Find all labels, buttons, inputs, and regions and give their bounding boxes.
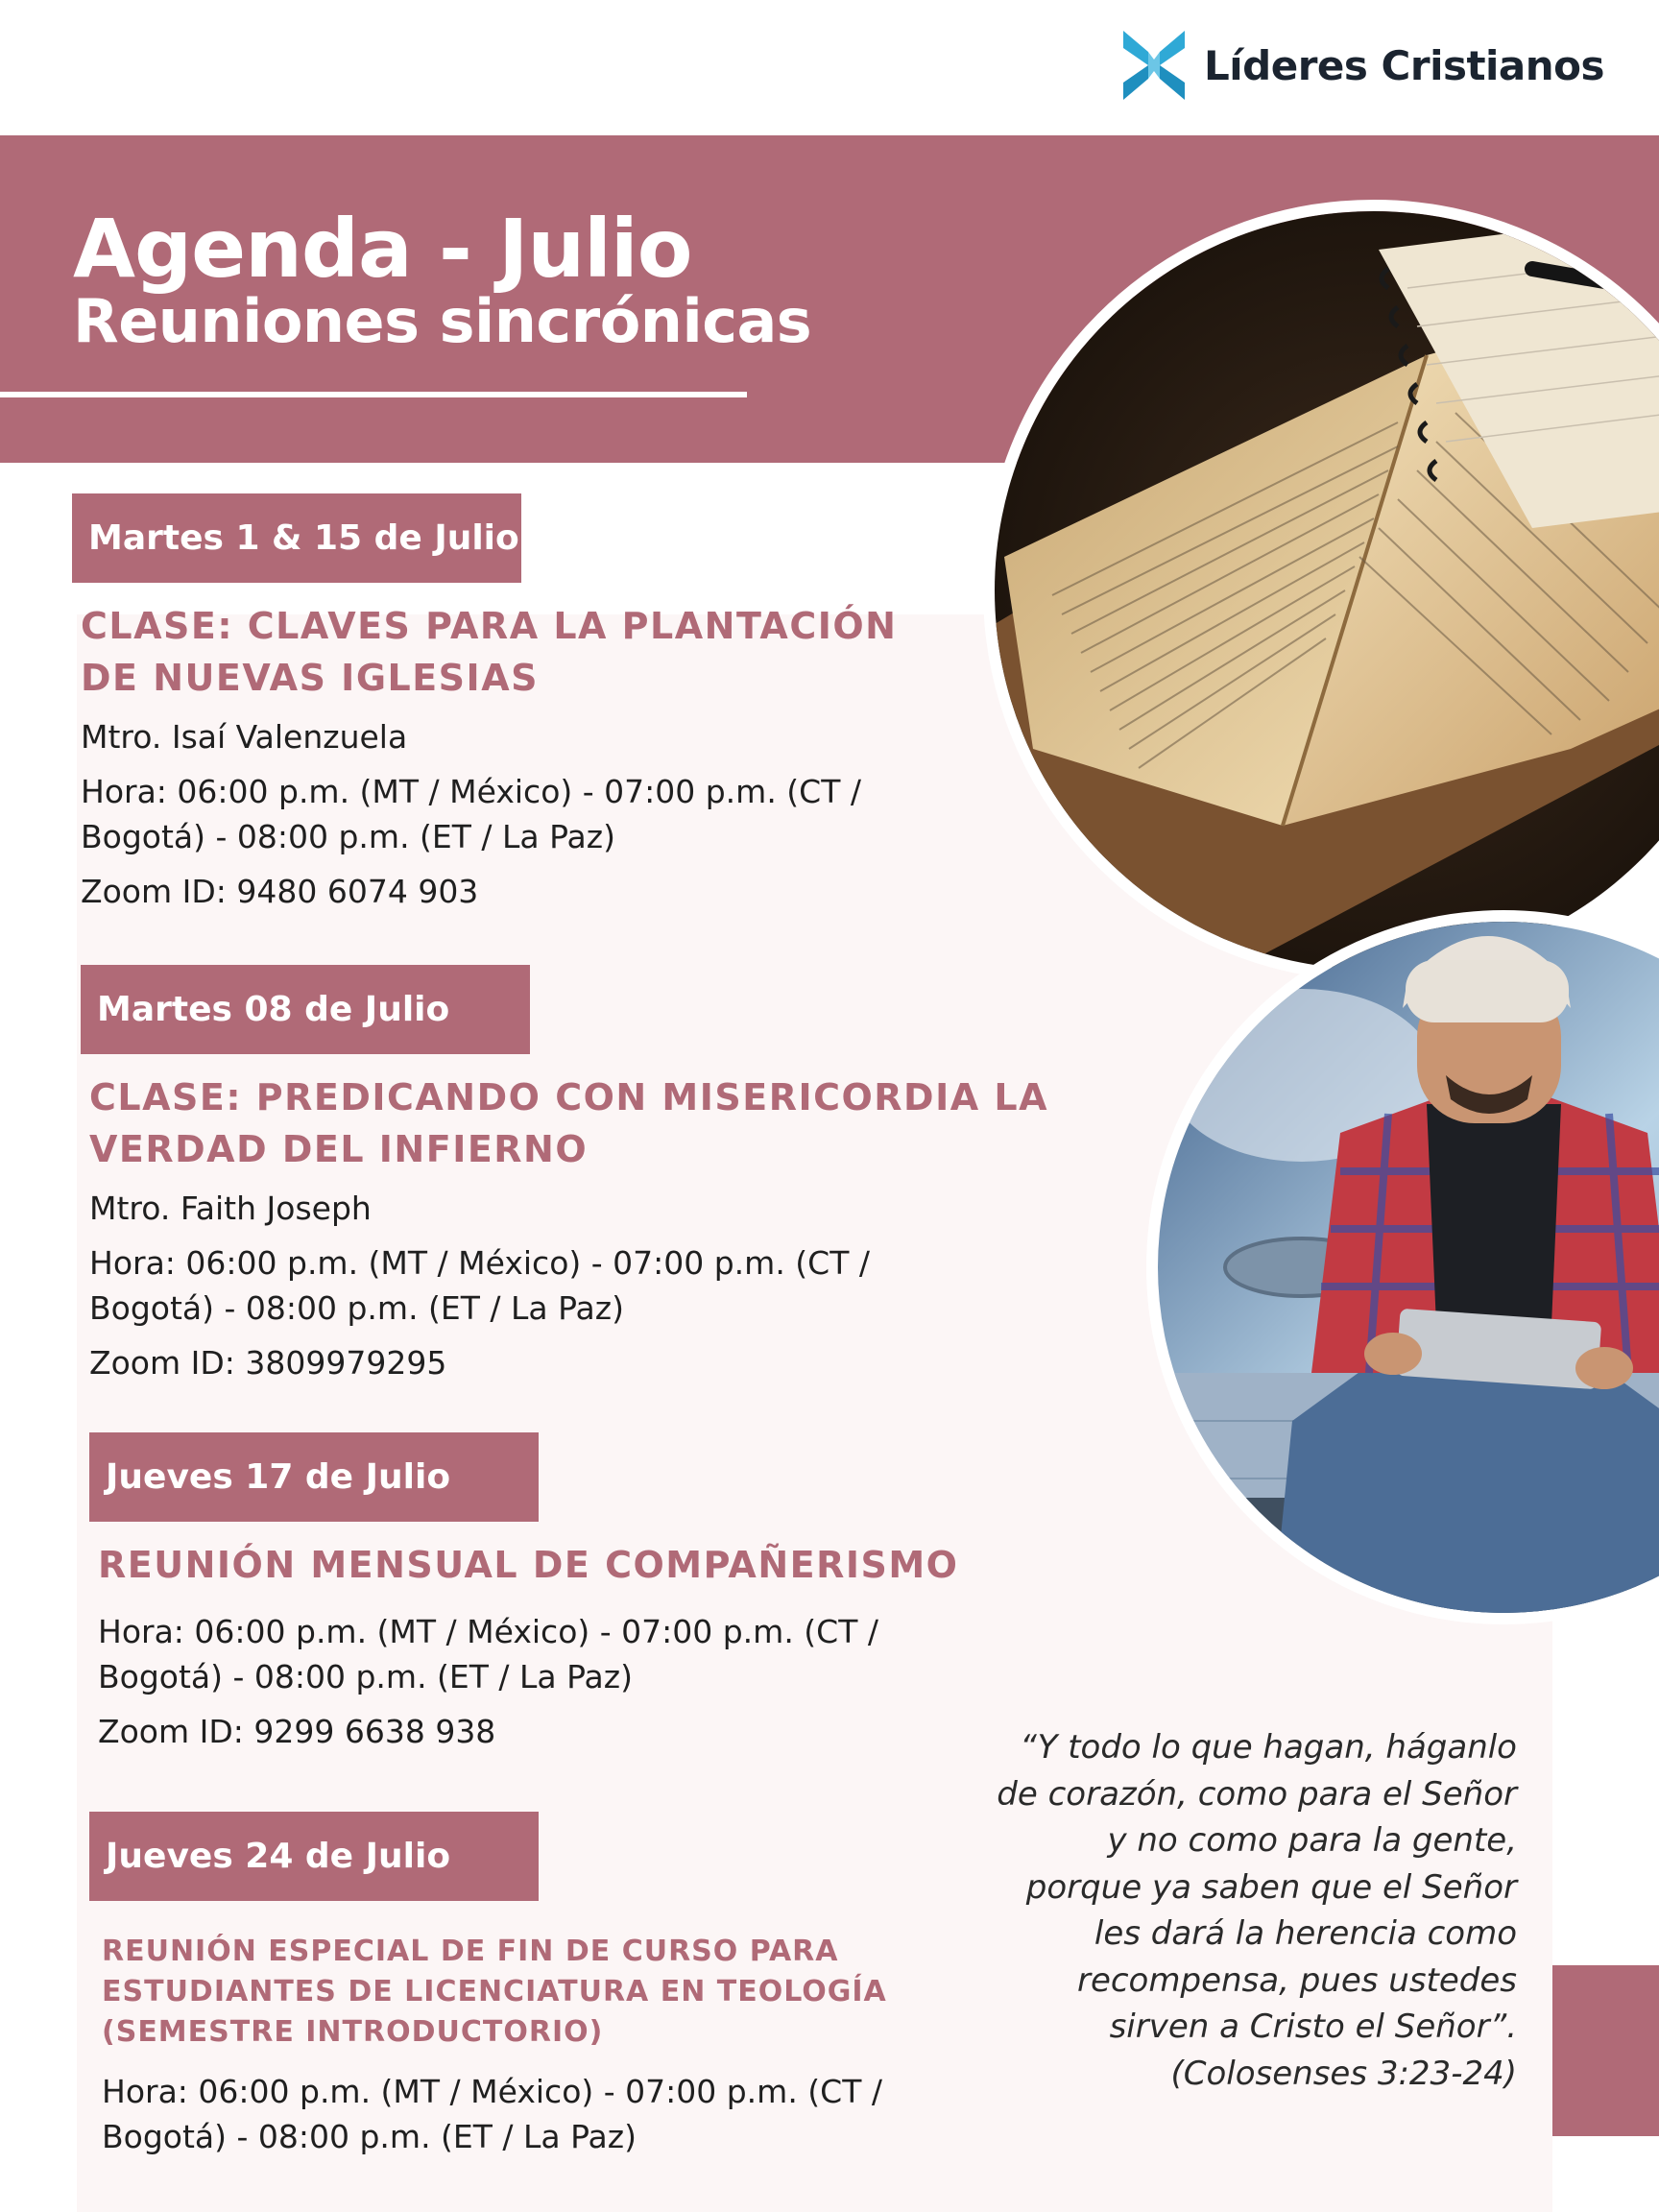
brand-name: Líderes Cristianos: [1204, 41, 1605, 89]
page-title: Agenda - Julio: [73, 202, 692, 296]
event-time: Hora: 06:00 p.m. (MT / México) - 07:00 p.m. (CT / Bogotá) - 08:00 p.m. (ET / La Paz): [81, 773, 861, 855]
event-date-tag: Martes 08 de Julio: [81, 965, 530, 1054]
event-date-tag: Jueves 17 de Julio: [89, 1432, 539, 1522]
butterfly-x-logo-icon: [1119, 27, 1189, 104]
page-subtitle: Reuniones sincrónicas: [73, 286, 812, 356]
event-zoom-id: Zoom ID: 3809979295: [89, 1344, 447, 1382]
scripture-quote: “Y todo lo que hagan, háganlo de corazón, como para el Señor y no como para la gente, porque ya saben que el Señor les dará la herencia como recompensa, pues ustedes sirven a Cristo el Señor”. (Colosenses 3:23-24): [960, 1724, 1517, 2097]
brand-logo: [1119, 27, 1604, 104]
event-title: REUNIÓN ESPECIAL DE FIN DE CURSO PARA ESTUDIANTES DE LICENCIATURA EN TEOLOGÍA (SEMESTRE INTRODUCTORIO): [102, 1935, 887, 2049]
title-divider: [0, 392, 747, 397]
event-zoom-id: Zoom ID: 9480 6074 903: [81, 873, 479, 910]
event-date-tag: Jueves 24 de Julio: [89, 1812, 539, 1901]
event-time: Hora: 06:00 p.m. (MT / México) - 07:00 p.m. (CT / Bogotá) - 08:00 p.m. (ET / La Paz): [102, 2073, 882, 2155]
event-speaker: Mtro. Faith Joseph: [89, 1190, 372, 1227]
event-time: Hora: 06:00 p.m. (MT / México) - 07:00 p.m. (CT / Bogotá) - 08:00 p.m. (ET / La Paz): [98, 1613, 878, 1695]
event-zoom-id: Zoom ID: 9299 6638 938: [98, 1713, 496, 1750]
event-speaker: Mtro. Isaí Valenzuela: [81, 718, 408, 756]
event-title: REUNIÓN MENSUAL DE COMPAÑERISMO: [98, 1544, 959, 1586]
event-date-tag: Martes 1 & 15 de Julio: [72, 493, 521, 583]
quote-reference: (Colosenses 3:23-24): [1170, 2054, 1517, 2093]
event-title: CLASE: CLAVES PARA LA PLANTACIÓN DE NUEVAS IGLESIAS: [81, 605, 898, 699]
event-title: CLASE: PREDICANDO CON MISERICORDIA LA VERDAD DEL INFIERNO: [89, 1076, 1048, 1170]
corner-accent: [1552, 1965, 1659, 2136]
event-time: Hora: 06:00 p.m. (MT / México) - 07:00 p.m. (CT / Bogotá) - 08:00 p.m. (ET / La Paz): [89, 1244, 870, 1327]
